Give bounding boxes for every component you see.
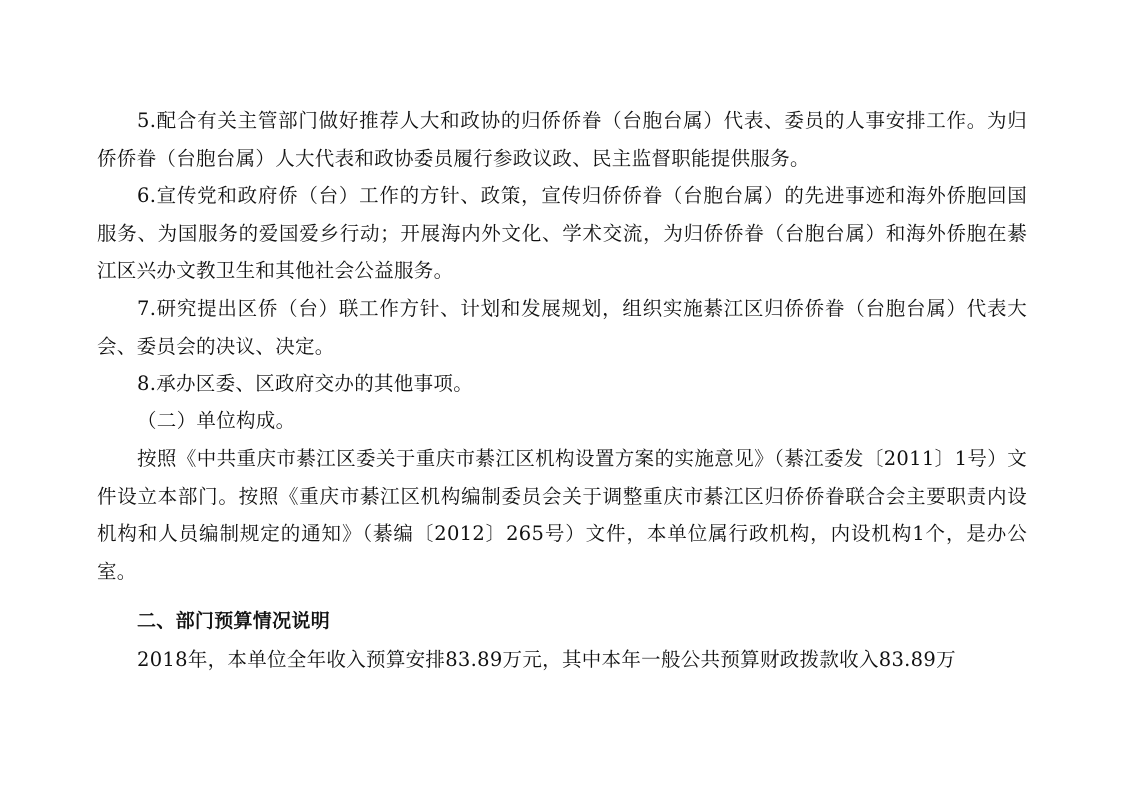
paragraph-budget-summary: 2018年，本单位全年收入预算安排83.89万元，其中本年一般公共预算财政拨款收入83.89万 xyxy=(137,648,956,671)
paragraph-duty-5: 5.配合有关主管部门做好推荐人大和政协的归侨侨眷（台胞台属）代表、委员的人事安排工作。为归侨侨眷（台胞台属）人大代表和政协委员履行参政议政、民主监督职能提供服务。 xyxy=(97,109,1027,170)
section-heading-budget: 二、部门预算情况说明 xyxy=(137,610,331,632)
paragraph-duty-7: 7.研究提出区侨（台）联工作方针、计划和发展规划，组织实施綦江区归侨侨眷（台胞台属）代表大会、委员会的决议、决定。 xyxy=(97,297,1027,358)
paragraph-unit-composition: 按照《中共重庆市綦江区委关于重庆市綦江区机构设置方案的实施意见》（綦江委发〔2011〕1号）文件设立本部门。按照《重庆市綦江区机构编制委员会关于调整重庆市綦江区归侨侨眷联合会主要职责内设机构和人员编制规定的通知》（綦编〔2012〕265号）文件，本单位属行政机构，内设机构1个，是办公室。 xyxy=(97,447,1027,583)
paragraph-duty-6: 6.宣传党和政府侨（台）工作的方针、政策，宣传归侨侨眷（台胞台属）的先进事迹和海外侨胞回国服务、为国服务的爱国爱乡行动；开展海内外文化、学术交流，为归侨侨眷（台胞台属）和海外侨胞在綦江区兴办文教卫生和其他社会公益服务。 xyxy=(97,184,1027,282)
subsection-heading-unit-composition: （二）单位构成。 xyxy=(137,409,296,432)
paragraph-duty-8: 8.承办区委、区政府交办的其他事项。 xyxy=(137,372,474,395)
